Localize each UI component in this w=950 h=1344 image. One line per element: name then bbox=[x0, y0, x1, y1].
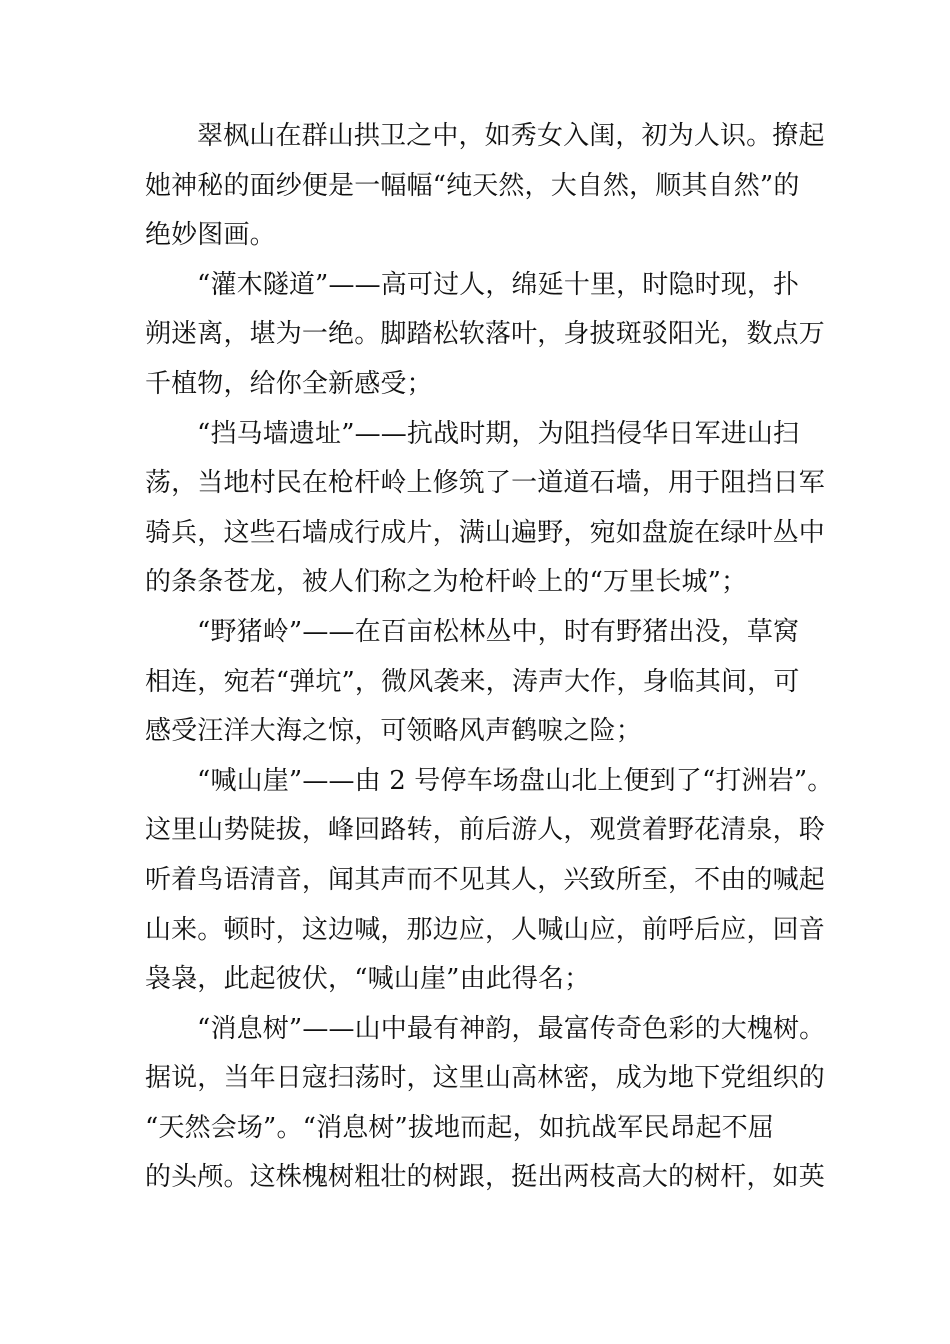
paragraph-line: 千植物，给你全新感受； bbox=[145, 368, 433, 399]
paragraph-line: 骑兵，这些石墙成行成片，满山遍野，宛如盘旋在绿叶丛中 bbox=[145, 517, 825, 548]
paragraph-line: 朔迷离，堪为一绝。脚踏松软落叶，身披斑驳阳光，数点万 bbox=[145, 319, 825, 350]
paragraph-line: “灌木隧道”——高可过人，绵延十里，时隐时现，扑 bbox=[197, 269, 800, 300]
paragraph-line: 绝妙图画。 bbox=[145, 220, 276, 251]
paragraph-line: 相连，宛若“弹坑”，微风袭来，涛声大作，身临其间，可 bbox=[145, 666, 800, 697]
paragraph-line: “消息树”——山中最有神韵，最富传奇色彩的大槐树。 bbox=[197, 1013, 826, 1044]
paragraph-line: 的头颅。这株槐树粗壮的树跟，挺出两枝高大的树杆，如英 bbox=[145, 1162, 825, 1193]
paragraph-line: 翠枫山在群山拱卫之中，如秀女入闺，初为人识。撩起 bbox=[197, 121, 825, 151]
paragraph-line: 的条条苍龙，被人们称之为枪杆岭上的“万里长城”； bbox=[145, 567, 748, 598]
paragraph-line: “喊山崖”——由 2 号停车场盘山北上便到了“打洲岩”。 bbox=[197, 765, 834, 796]
paragraph-line: 她神秘的面纱便是一幅幅“纯天然，大自然，顺其自然”的 bbox=[145, 170, 800, 201]
paragraph-line: 这里山势陡拔，峰回路转，前后游人，观赏着野花清泉，聆 bbox=[145, 815, 825, 846]
article-body bbox=[145, 112, 834, 1203]
paragraph-line: 山来。顿时，这边喊，那边应，人喊山应，前呼后应，回音 bbox=[145, 914, 825, 945]
paragraph-line: “挡马墙遗址”——抗战时期，为阻挡侵华日军进山扫 bbox=[197, 418, 800, 449]
paragraph-line: 荡，当地村民在枪杆岭上修筑了一道道石墙，用于阻挡日军 bbox=[145, 468, 825, 499]
paragraph-line: 据说，当年日寇扫荡时，这里山高林密，成为地下党组织的 bbox=[145, 1063, 825, 1094]
paragraph-line: 听着鸟语清音，闻其声而不见其人，兴致所至，不由的喊起 bbox=[145, 864, 825, 895]
paragraph-line: “野猪岭”——在百亩松林丛中，时有野猪出没，草窝 bbox=[197, 616, 800, 647]
paragraph-line: 感受汪洋大海之惊，可领略风声鹤唳之险； bbox=[145, 716, 642, 747]
paragraph-line: 袅袅，此起彼伏，“喊山崖”由此得名； bbox=[145, 964, 591, 995]
paragraph-line: “天然会场”。“消息树”拔地而起，如抗战军民昂起不屈 bbox=[145, 1112, 775, 1143]
